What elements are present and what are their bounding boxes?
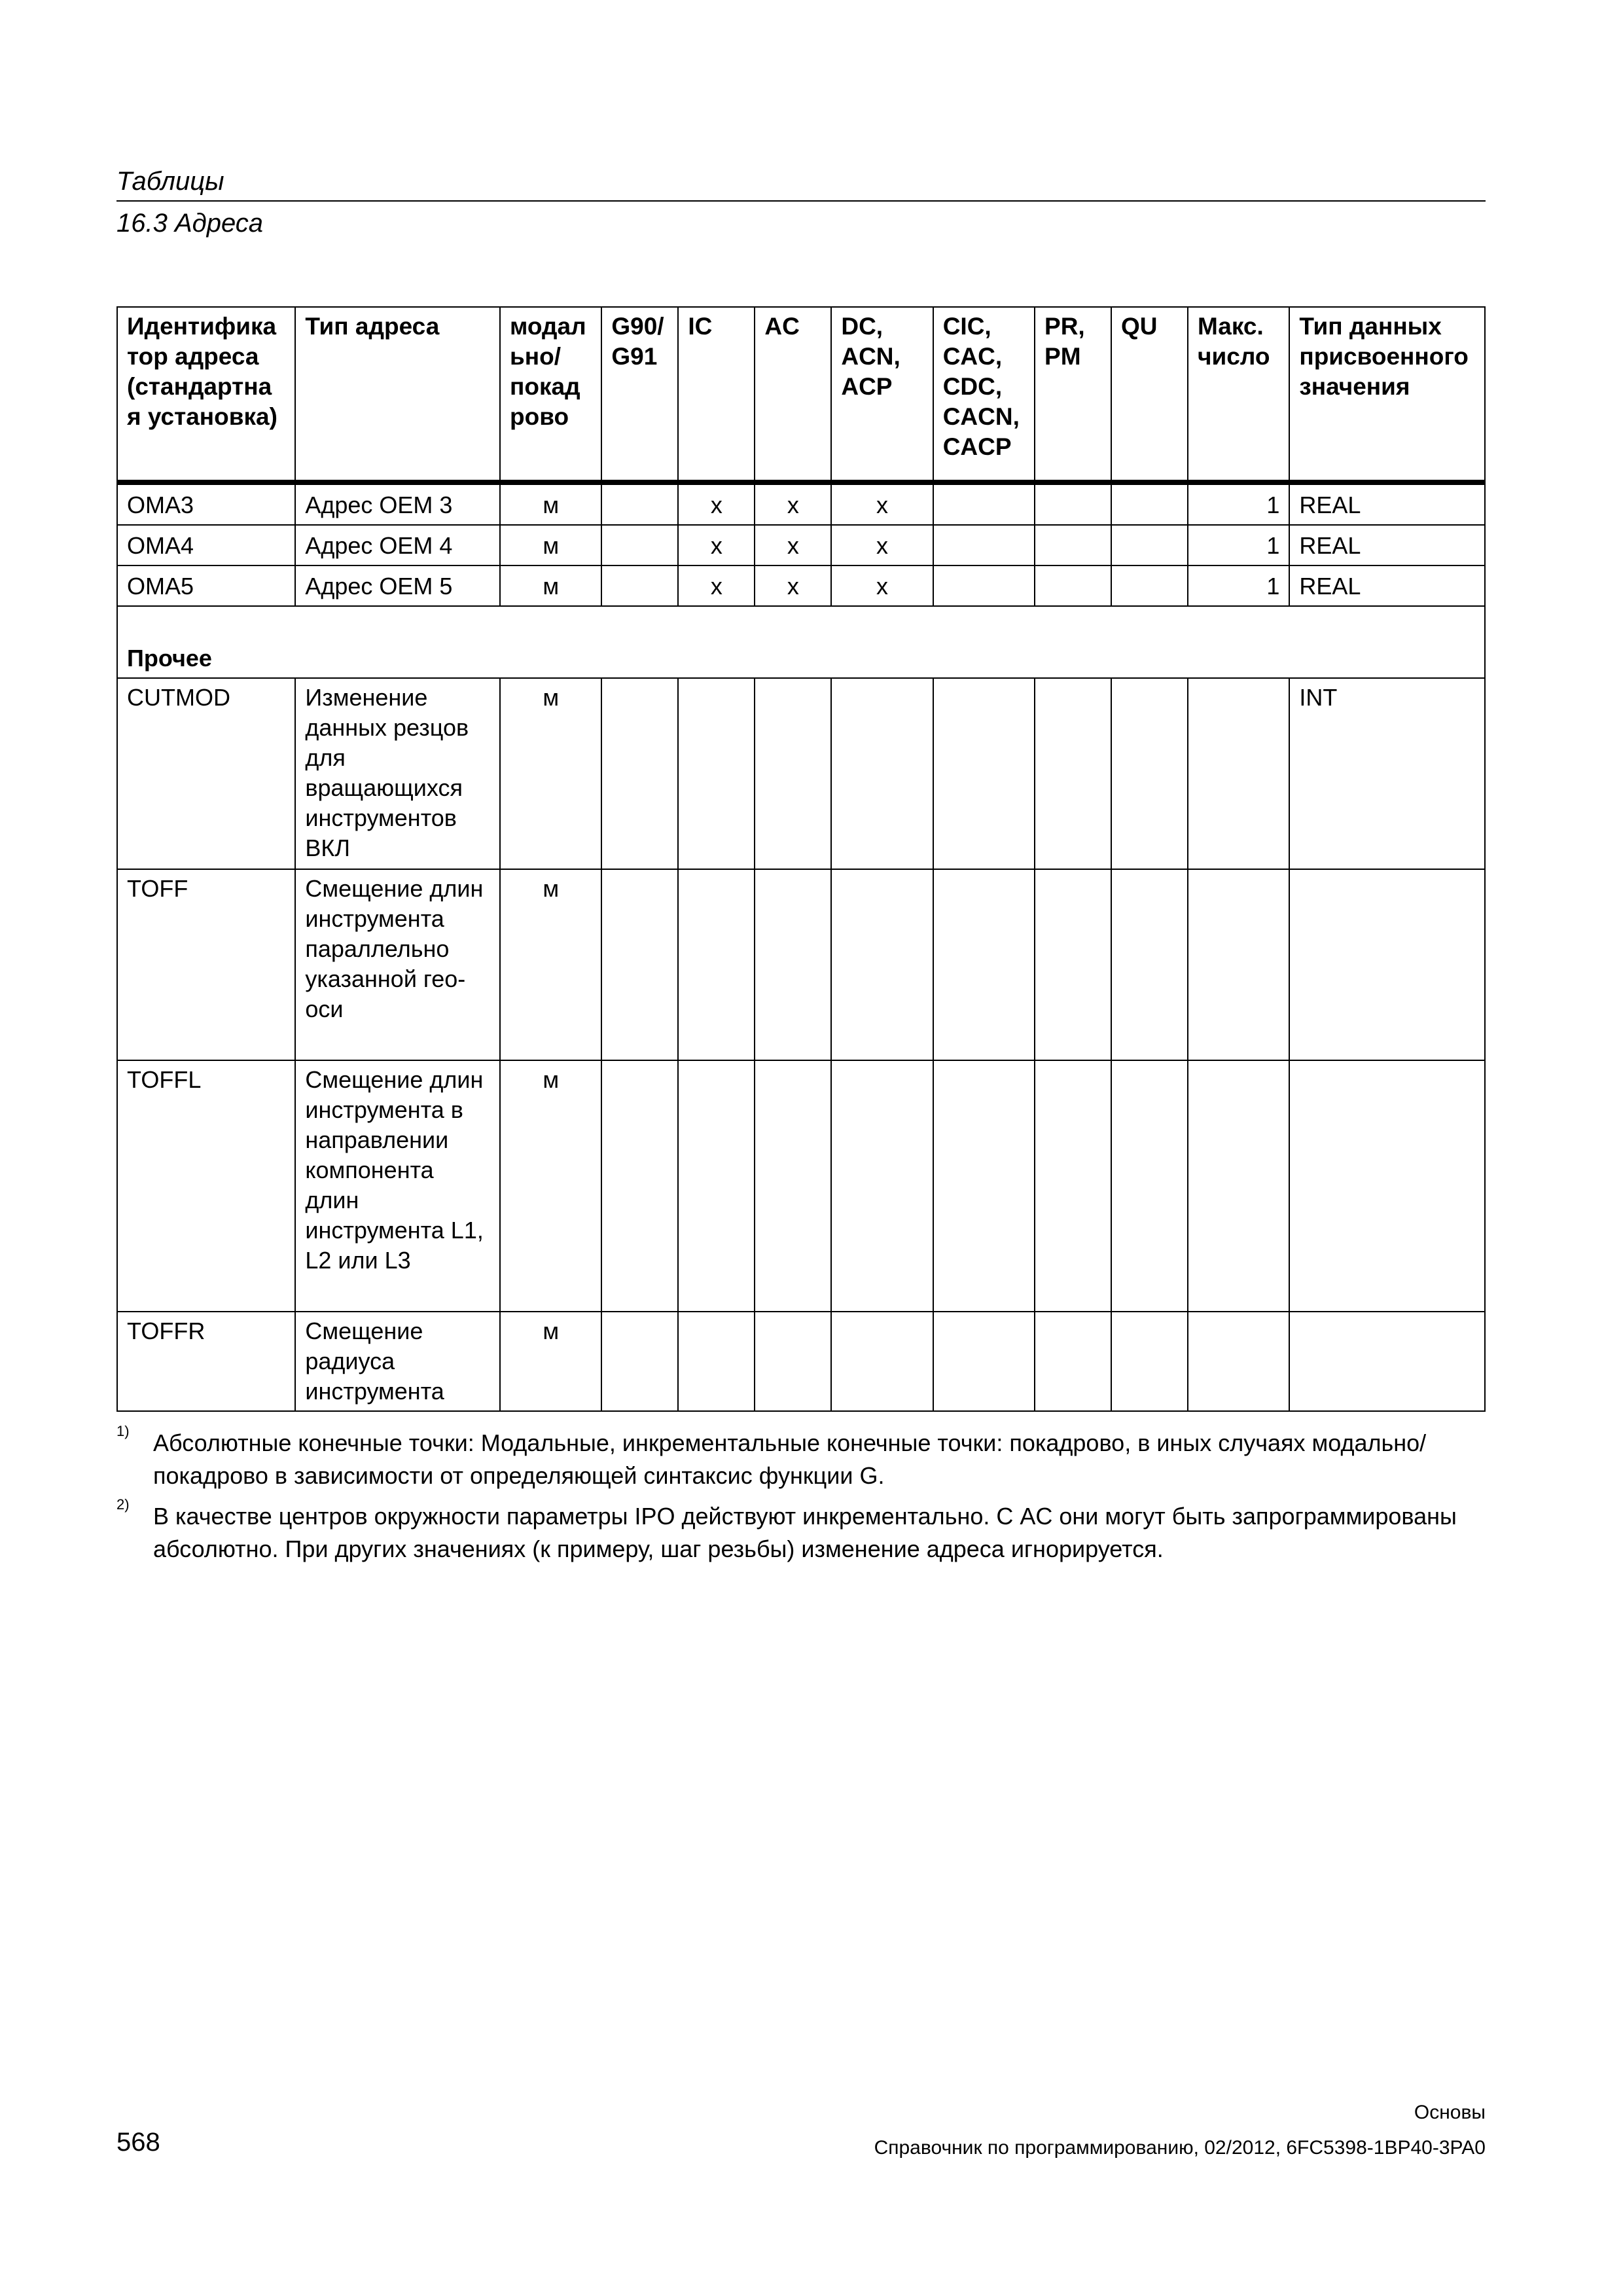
cell-dc: x (831, 525, 933, 565)
cell-empty (933, 1060, 1035, 1312)
cell-empty (933, 678, 1035, 869)
cell-type: Адрес OEM 3 (295, 482, 500, 525)
cell-empty (933, 869, 1035, 1060)
cell-empty (1035, 1312, 1111, 1411)
column-header: PR, PM (1035, 307, 1111, 482)
cell-empty (678, 678, 755, 869)
cell-empty (678, 1060, 755, 1312)
cell-empty (601, 869, 678, 1060)
cell-empty (933, 1312, 1035, 1411)
cell-type: Изменение данных резцов для вращающихся инструментов ВКЛ (295, 678, 500, 869)
cell-dtype: REAL (1289, 482, 1485, 525)
cell-dc: x (831, 482, 933, 525)
cell-ic: x (678, 525, 755, 565)
cell-modal: м (500, 678, 601, 869)
page-number: 568 (116, 2128, 160, 2157)
cell-empty (1188, 869, 1289, 1060)
cell-dtype (1289, 1060, 1485, 1312)
section-title: 16.3 Адреса (116, 209, 264, 238)
footnote-mark: 1) (116, 1423, 130, 1439)
column-header: модально/ покадрово (500, 307, 601, 482)
cell-cic (933, 565, 1035, 606)
column-header: AC (755, 307, 831, 482)
footer-reference: Справочник по программированию, 02/2012, 6FC5398-1BP40-3PA0 (874, 2137, 1486, 2159)
address-table (116, 306, 1486, 1412)
cell-id: TOFF (117, 869, 295, 1060)
section-row (117, 606, 1485, 678)
cell-empty (1035, 869, 1111, 1060)
cell-max: 1 (1188, 482, 1289, 525)
table-row (117, 1060, 1485, 1312)
cell-empty (1111, 678, 1188, 869)
cell-dtype: INT (1289, 678, 1485, 869)
column-header: QU (1111, 307, 1188, 482)
cell-dtype: REAL (1289, 525, 1485, 565)
cell-empty (1188, 1060, 1289, 1312)
footnote-2 (116, 1496, 1486, 1566)
section-label: Прочее (117, 606, 1485, 678)
chapter-title: Таблицы (116, 167, 224, 196)
cell-type: Адрес OEM 5 (295, 565, 500, 606)
cell-empty (755, 1312, 831, 1411)
cell-modal: м (500, 525, 601, 565)
cell-empty (755, 1060, 831, 1312)
cell-pr (1035, 482, 1111, 525)
cell-empty (755, 678, 831, 869)
header-rule (116, 200, 1486, 202)
cell-empty (831, 1060, 933, 1312)
cell-dtype: REAL (1289, 565, 1485, 606)
cell-empty (831, 869, 933, 1060)
cell-empty (601, 1312, 678, 1411)
cell-empty (678, 1312, 755, 1411)
column-header: IC (678, 307, 755, 482)
table-row (117, 482, 1485, 525)
cell-ic: x (678, 565, 755, 606)
cell-qu (1111, 482, 1188, 525)
cell-g90 (601, 482, 678, 525)
footer-book: Основы (1414, 2102, 1486, 2123)
cell-ac: x (755, 482, 831, 525)
cell-cic (933, 525, 1035, 565)
table-row (117, 525, 1485, 565)
cell-dtype (1289, 1312, 1485, 1411)
cell-modal: м (500, 1060, 601, 1312)
cell-ac: x (755, 565, 831, 606)
cell-empty (601, 678, 678, 869)
cell-id: OMA4 (117, 525, 295, 565)
cell-id: TOFFR (117, 1312, 295, 1411)
cell-modal: м (500, 482, 601, 525)
cell-empty (1035, 678, 1111, 869)
cell-empty (1035, 1060, 1111, 1312)
cell-pr (1035, 525, 1111, 565)
cell-qu (1111, 525, 1188, 565)
cell-modal: м (500, 1312, 601, 1411)
cell-id: CUTMOD (117, 678, 295, 869)
cell-id: TOFFL (117, 1060, 295, 1312)
footnote-text: Абсолютные конечные точки: Модальные, инкрементальные конечные точки: покадрово, в иных случаях модально/покадрово в зависимости от определяющей синтаксис функции G. (153, 1429, 1427, 1489)
cell-type: Смещение длин инструмента параллельно указанной гео-оси (295, 869, 500, 1060)
table-row (117, 1312, 1485, 1411)
cell-ac: x (755, 525, 831, 565)
table-row (117, 869, 1485, 1060)
cell-dtype (1289, 869, 1485, 1060)
cell-dc: x (831, 565, 933, 606)
cell-empty (1188, 1312, 1289, 1411)
cell-type: Смещение радиуса инструмента (295, 1312, 500, 1411)
column-header: Макс. число (1188, 307, 1289, 482)
footnote-text: В качестве центров окружности параметры IPO действуют инкрементально. С AC они могут быть запрограммированы абсолютно. При других значениях (к примеру, шаг резьбы) изменение адреса игнорируется. (153, 1503, 1457, 1562)
table-row (117, 678, 1485, 869)
cell-g90 (601, 565, 678, 606)
cell-empty (601, 1060, 678, 1312)
cell-pr (1035, 565, 1111, 606)
column-header: Идентификатор адреса (стандартная установка) (117, 307, 295, 482)
cell-ic: x (678, 482, 755, 525)
table-header-row (117, 307, 1485, 482)
cell-empty (1111, 869, 1188, 1060)
cell-cic (933, 482, 1035, 525)
cell-id: OMA3 (117, 482, 295, 525)
cell-empty (1111, 1312, 1188, 1411)
cell-empty (831, 1312, 933, 1411)
cell-empty (755, 869, 831, 1060)
cell-empty (1111, 1060, 1188, 1312)
cell-max: 1 (1188, 565, 1289, 606)
footnote-1 (116, 1423, 1486, 1492)
cell-type: Смещение длин инструмента в направлении компонента длин инструмента L1, L2 или L3 (295, 1060, 500, 1312)
column-header: G90/ G91 (601, 307, 678, 482)
cell-id: OMA5 (117, 565, 295, 606)
cell-empty (1188, 678, 1289, 869)
cell-max: 1 (1188, 525, 1289, 565)
cell-modal: м (500, 565, 601, 606)
footnote-mark: 2) (116, 1496, 130, 1513)
table-row (117, 565, 1485, 606)
column-header: Тип данных присвоенного значения (1289, 307, 1485, 482)
cell-type: Адрес OEM 4 (295, 525, 500, 565)
cell-qu (1111, 565, 1188, 606)
cell-modal: м (500, 869, 601, 1060)
column-header: Тип адреса (295, 307, 500, 482)
column-header: DC, ACN, ACP (831, 307, 933, 482)
cell-g90 (601, 525, 678, 565)
cell-empty (831, 678, 933, 869)
column-header: CIC, CAC, CDC, CACN, CACP (933, 307, 1035, 482)
cell-empty (678, 869, 755, 1060)
